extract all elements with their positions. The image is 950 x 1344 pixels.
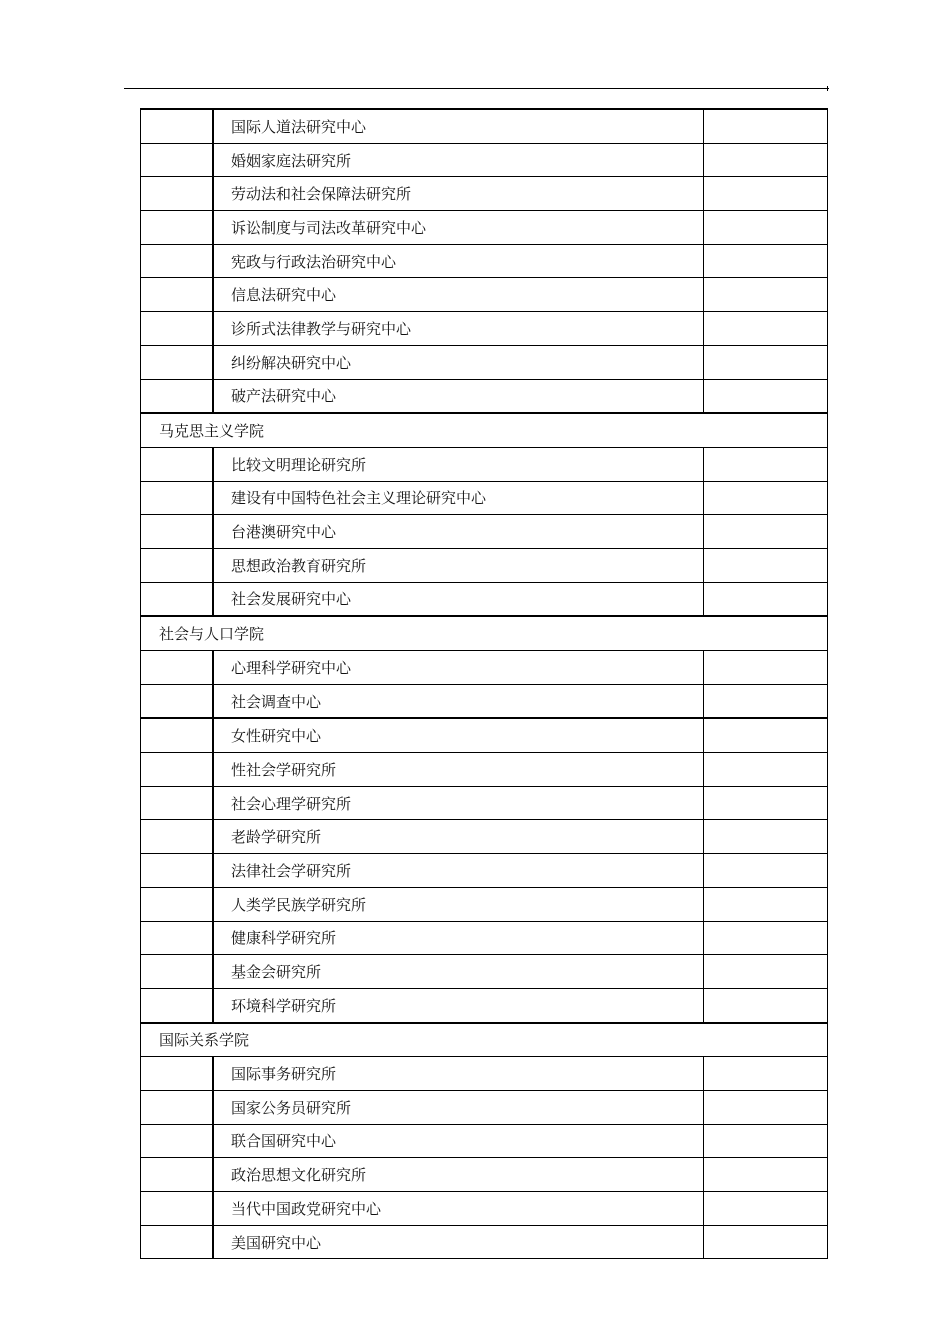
institute-name: 台港澳研究中心 [213,515,704,549]
institute-name: 信息法研究中心 [213,278,704,312]
index-cell [141,244,214,278]
remark-cell [704,312,828,346]
header-rule [124,88,829,89]
institute-row [141,1090,828,1124]
index-cell [141,177,214,211]
remark-cell [704,244,828,278]
remark-cell [704,177,828,211]
institute-name: 国际事务研究所 [213,1057,704,1091]
institute-row [141,753,828,787]
institute-name: 诊所式法律教学与研究中心 [213,312,704,346]
institute-row [141,548,828,582]
remark-cell [704,1057,828,1091]
index-cell [141,379,214,413]
index-cell [141,312,214,346]
index-cell [141,887,214,921]
institute-name: 国家公务员研究所 [213,1090,704,1124]
institute-name: 思想政治教育研究所 [213,548,704,582]
institute-row [141,211,828,245]
remark-cell [704,887,828,921]
index-cell [141,1057,214,1091]
index-cell [141,753,214,787]
institute-name: 婚姻家庭法研究所 [213,143,704,177]
institute-name: 破产法研究中心 [213,379,704,413]
index-cell [141,854,214,888]
institute-name: 国际人道法研究中心 [213,109,704,143]
remark-cell [704,1225,828,1259]
institute-row [141,177,828,211]
remark-cell [704,988,828,1022]
index-cell [141,1225,214,1259]
institute-row [141,481,828,515]
institute-row [141,109,828,143]
remark-cell [704,753,828,787]
index-cell [141,548,214,582]
institute-name: 比较文明理论研究所 [213,447,704,481]
remark-cell [704,109,828,143]
index-cell [141,447,214,481]
remark-cell [704,955,828,989]
remark-cell [704,582,828,616]
index-cell [141,651,214,685]
index-cell [141,684,214,718]
institute-name: 环境科学研究所 [213,988,704,1022]
institute-row [141,684,828,718]
institute-name: 法律社会学研究所 [213,854,704,888]
remark-cell [704,1124,828,1158]
remark-cell [704,921,828,955]
remark-cell [704,515,828,549]
institute-name: 诉讼制度与司法改革研究中心 [213,211,704,245]
institute-row [141,447,828,481]
institute-row [141,988,828,1022]
index-cell [141,921,214,955]
institute-name: 心理科学研究中心 [213,651,704,685]
institute-row [141,1225,828,1259]
institute-name: 人类学民族学研究所 [213,887,704,921]
remark-cell [704,481,828,515]
remark-cell [704,447,828,481]
institute-name: 社会心理学研究所 [213,786,704,820]
remark-cell [704,548,828,582]
index-cell [141,143,214,177]
institute-row [141,515,828,549]
institute-row [141,278,828,312]
institute-name: 性社会学研究所 [213,753,704,787]
institute-name: 基金会研究所 [213,955,704,989]
index-cell [141,109,214,143]
institute-table [140,108,828,1259]
institute-name: 劳动法和社会保障法研究所 [213,177,704,211]
institute-row [141,786,828,820]
institute-row [141,854,828,888]
institute-row [141,955,828,989]
index-cell [141,582,214,616]
institute-row [141,345,828,379]
college-section-row [141,616,828,650]
institute-row [141,718,828,752]
index-cell [141,1090,214,1124]
institute-name: 政治思想文化研究所 [213,1158,704,1192]
index-cell [141,820,214,854]
institute-name: 宪政与行政法治研究中心 [213,244,704,278]
institute-name: 女性研究中心 [213,718,704,752]
college-name: 马克思主义学院 [141,413,828,447]
institute-row [141,582,828,616]
index-cell [141,345,214,379]
institute-row [141,1057,828,1091]
remark-cell [704,1192,828,1226]
remark-cell [704,854,828,888]
college-name: 社会与人口学院 [141,616,828,650]
index-cell [141,988,214,1022]
index-cell [141,481,214,515]
institute-row [141,1192,828,1226]
index-cell [141,1124,214,1158]
institute-name: 联合国研究中心 [213,1124,704,1158]
institute-name: 老龄学研究所 [213,820,704,854]
institute-name: 社会发展研究中心 [213,582,704,616]
remark-cell [704,1090,828,1124]
institute-row [141,244,828,278]
institute-row [141,1158,828,1192]
institute-row [141,379,828,413]
institute-name: 健康科学研究所 [213,921,704,955]
remark-cell [704,651,828,685]
remark-cell [704,345,828,379]
institute-name: 当代中国政党研究中心 [213,1192,704,1226]
index-cell [141,955,214,989]
institute-row [141,312,828,346]
institute-name: 社会调查中心 [213,684,704,718]
index-cell [141,211,214,245]
remark-cell [704,1158,828,1192]
index-cell [141,1192,214,1226]
remark-cell [704,143,828,177]
remark-cell [704,278,828,312]
remark-cell [704,379,828,413]
institute-row [141,1124,828,1158]
remark-cell [704,820,828,854]
remark-cell [704,684,828,718]
index-cell [141,515,214,549]
institute-row [141,887,828,921]
index-cell [141,786,214,820]
remark-cell [704,211,828,245]
remark-cell [704,786,828,820]
institute-row [141,143,828,177]
institute-row [141,820,828,854]
college-section-row [141,1023,828,1057]
institute-row [141,651,828,685]
institute-row [141,921,828,955]
institute-name: 美国研究中心 [213,1225,704,1259]
institute-name: 纠纷解决研究中心 [213,345,704,379]
index-cell [141,1158,214,1192]
index-cell [141,278,214,312]
institute-table-body [141,109,828,1259]
index-cell [141,718,214,752]
remark-cell [704,718,828,752]
institute-name: 建设有中国特色社会主义理论研究中心 [213,481,704,515]
college-section-row [141,413,828,447]
college-name: 国际关系学院 [141,1023,828,1057]
header-rule-end-mark [827,86,828,91]
